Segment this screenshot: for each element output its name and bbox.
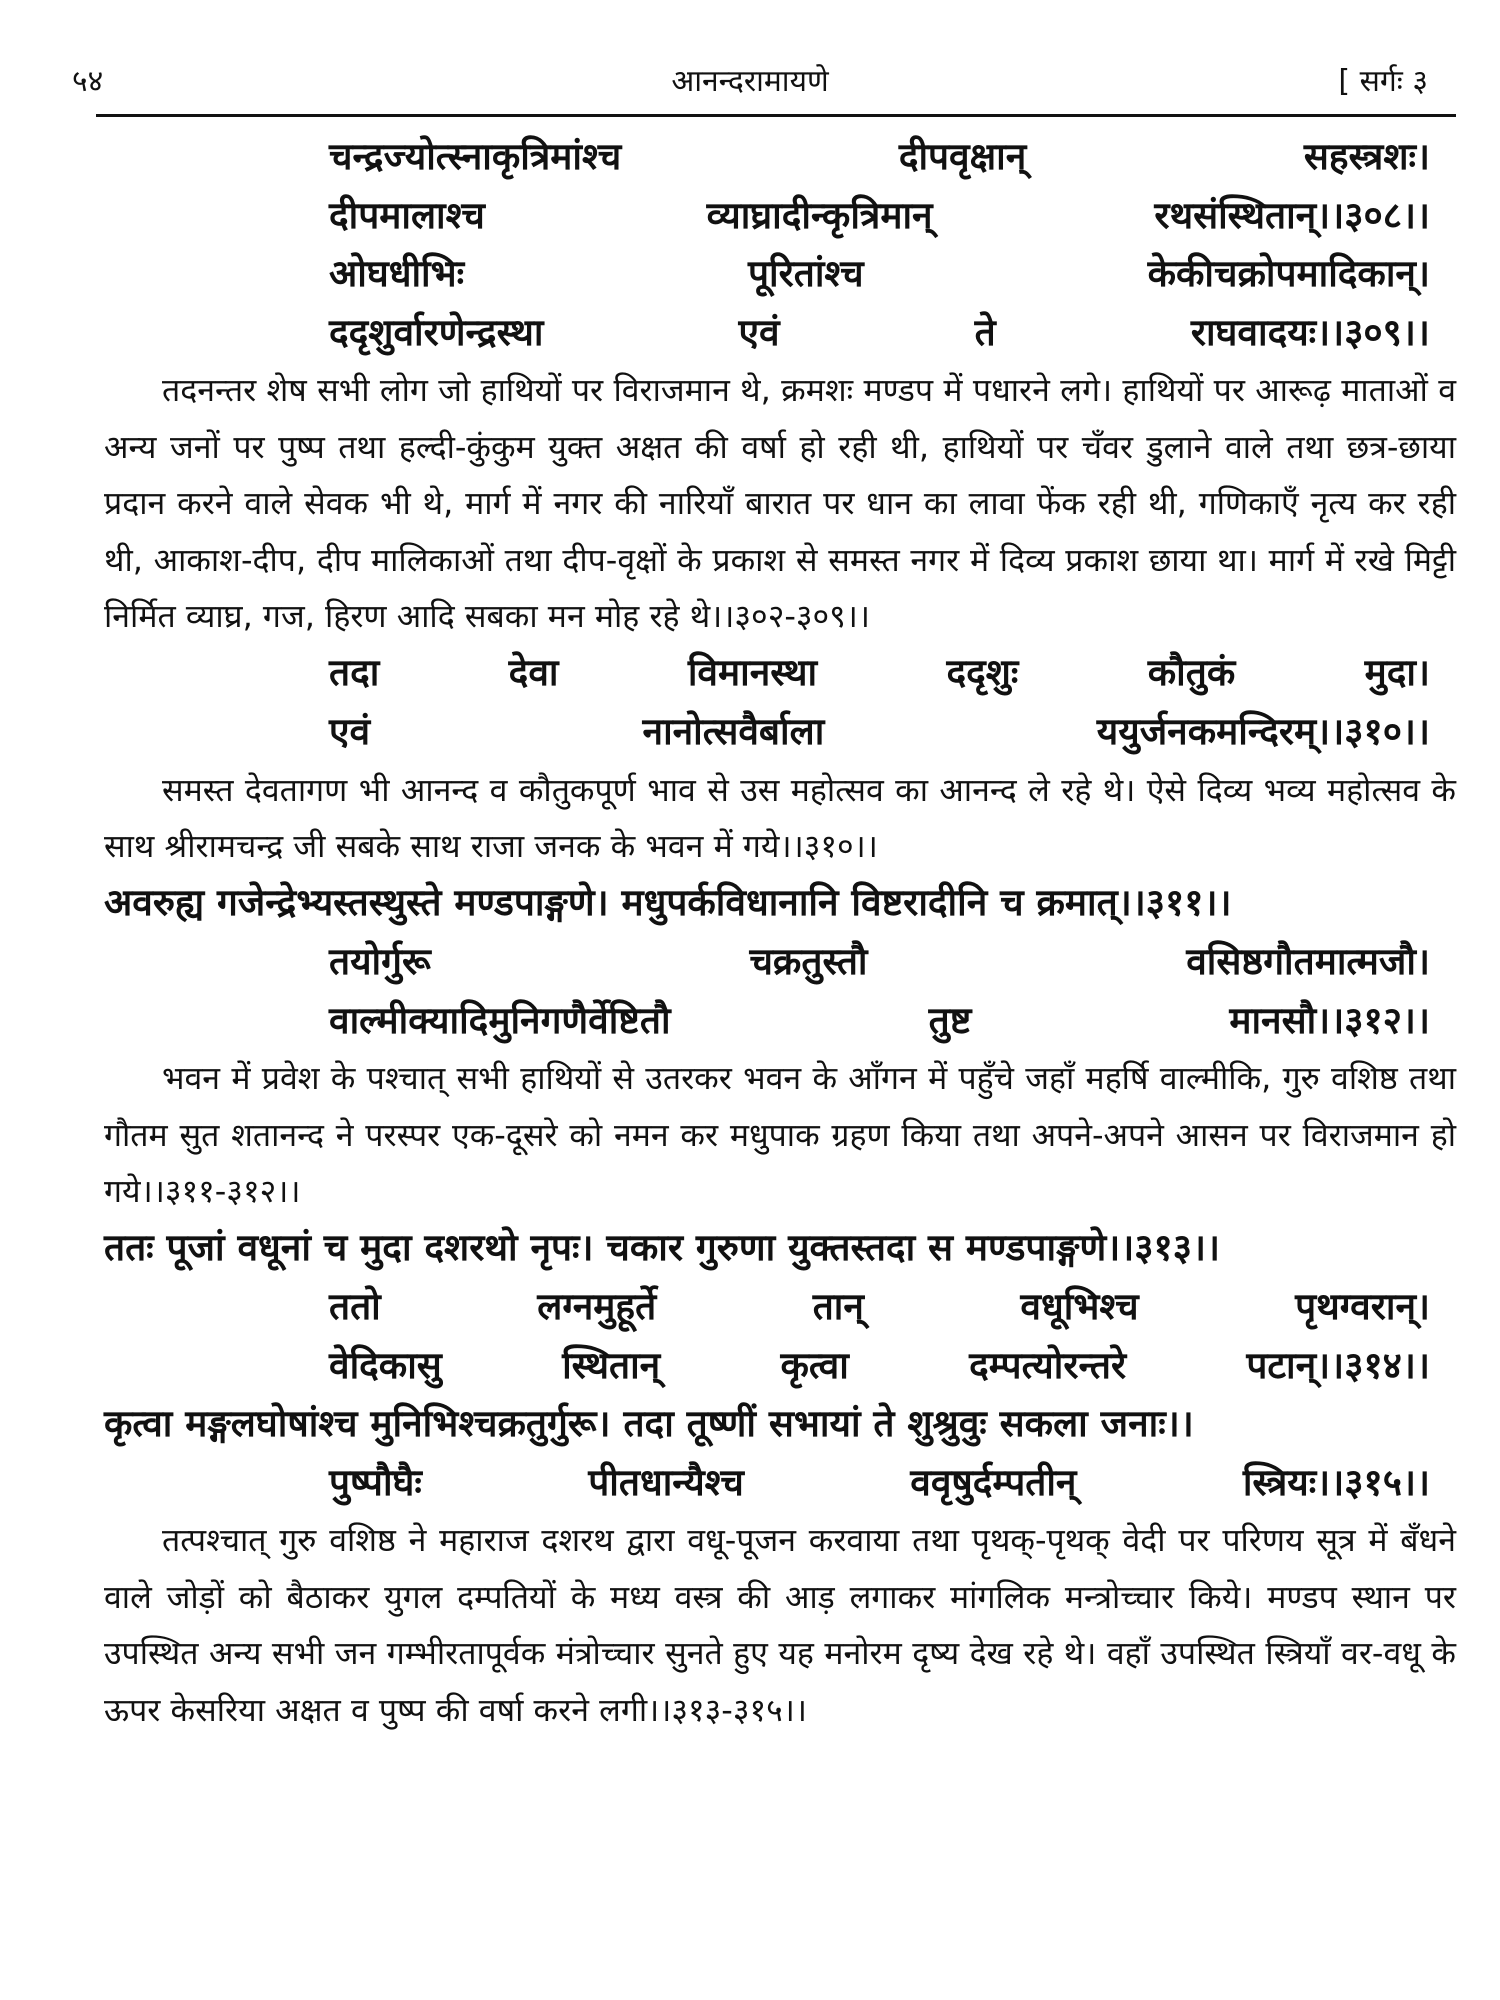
header-rule bbox=[96, 114, 1456, 117]
section-label: [ सर्गः ३ bbox=[1338, 64, 1428, 99]
verse-line: ओघधीभिः पूरितांश्च केकीचक्रोपमादिकान्। bbox=[329, 252, 1430, 296]
verse-line: अवरुह्य गजेन्द्रेभ्यस्तस्थुस्ते मण्डपाङ्गणे। मधुपर्कविधानानि विष्टरादीनि च क्रमात्।।३११।। bbox=[104, 881, 1232, 925]
verse-line: चन्द्रज्योत्स्नाकृत्रिमांश्च दीपवृक्षान् सहस्त्रशः। bbox=[329, 135, 1430, 178]
verse-line: तदा देवा विमानस्था ददृशुः कौतुकं मुदा। bbox=[329, 651, 1430, 695]
verse-line: दीपमालाश्च व्याघ्रादीन्कृत्रिमान् रथसंस्थितान्।।३०८।। bbox=[329, 193, 1430, 237]
verse-line: पुष्पौघैः पीतधान्यैश्च ववृषुर्दम्पतीन् स्त्रियः।।३१५।। bbox=[329, 1460, 1430, 1504]
running-title: आनन्दरामायणे bbox=[671, 64, 829, 99]
verse-line: ददृशुर्वारणेन्द्रस्था एवं ते राघवादयः।।३०९।। bbox=[329, 310, 1430, 354]
verse-line: ततो लग्नमुहूर्ते तान् वधूभिश्च पृथग्वरान्। bbox=[329, 1285, 1430, 1328]
page-number: ५४ bbox=[72, 64, 104, 99]
verse-line: एवं नानोत्सवैर्बाला ययुर्जनकमन्दिरम्।।३१०।। bbox=[329, 710, 1430, 753]
verse-line: तयोर्गुरू चक्रतुस्तौ वसिष्ठगौतमात्मजौ। bbox=[329, 940, 1430, 983]
running-header bbox=[0, 52, 1500, 112]
body-text bbox=[104, 128, 1456, 1738]
translation-paragraph: समस्त देवतागण भी आनन्द व कौतुकपूर्ण भाव से उस महोत्सव का आनन्द ले रहे थे। ऐसे दिव्य भव्य महोत्सव के साथ श्रीरामचन्द्र जी सबके साथ राजा जनक के भवन में गये।।३१०।। bbox=[104, 770, 1456, 865]
verse-line: कृत्वा मङ्गलघोषांश्च मुनिभिश्चक्रतुर्गुरू। तदा तूष्णीं सभायां ते शुश्रुवुः सकला जनाः।। bbox=[104, 1402, 1194, 1446]
verse-line: ततः पूजां वधूनां च मुदा दशरथो नृपः। चकार गुरुणा युक्तस्तदा स मण्डपाङ्गणे।।३१३।। bbox=[104, 1226, 1221, 1270]
verse-line: वेदिकासु स्थितान् कृत्वा दम्पत्योरन्तरे पटान्।।३१४।। bbox=[329, 1343, 1430, 1387]
translation-paragraph: तत्पश्चात् गुरु वशिष्ठ ने महाराज दशरथ द्वारा वधू-पूजन करवाया तथा पृथक्-पृथक् वेदी पर परिणय सूत्र में बँधने वाले जोड़ों को बैठाकर युगल दम्पतियों के मध्य वस्त्र की आड़ लगाकर मांगलिक मन्त्रोच्चार किये। मण्डप स्थान पर उपस्थित अन्य सभी जन गम्भीरतापूर्वक मंत्रोच्चार सुनते हुए यह मनोरम दृष्य देख रहे थे। वहाँ उपस्थित स्त्रियाँ वर-वधू के ऊपर केसरिया अक्षत व पुष्प की वर्षा करने लगी।।३१३-३१५।। bbox=[104, 1521, 1456, 1729]
translation-paragraph: भवन में प्रवेश के पश्चात् सभी हाथियों से उतरकर भवन के आँगन में पहुँचे जहाँ महर्षि वाल्मीकि, गुरु वशिष्ठ तथा गौतम सुत शतानन्द ने परस्पर एक-दूसरे को नमन कर मधुपाक ग्रहण किया तथा अपने-अपने आसन पर विराजमान हो गये।।३११-३१२।। bbox=[104, 1059, 1456, 1210]
translation-paragraph: तदनन्तर शेष सभी लोग जो हाथियों पर विराजमान थे, क्रमशः मण्डप में पधारने लगे। हाथियों पर आरूढ़ माताओं व अन्य जनों पर पुष्प तथा हल्दी-कुंकुम युक्त अक्षत की वर्षा हो रही थी, हाथियों पर चँवर डुलाने वाले तथा छत्र-छाया प्रदान करने वाले सेवक भी थे, मार्ग में नगर की नारियाँ बारात पर धान का लावा फेंक रही थी, गणिकाएँ नृत्य कर रही थी, आकाश-दीप, दीप मालिकाओं तथा दीप-वृक्षों के प्रकाश से समस्त नगर में दिव्य प्रकाश छाया था। मार्ग में रखे मिट्टी निर्मित व्याघ्र, गज, हिरण आदि सबका मन मोह रहे थे।।३०२-३०९।। bbox=[104, 371, 1456, 635]
verse-line: वाल्मीक्यादिमुनिगणैर्वेष्टितौ तुष्ट मानसौ।।३१२।। bbox=[329, 998, 1430, 1042]
